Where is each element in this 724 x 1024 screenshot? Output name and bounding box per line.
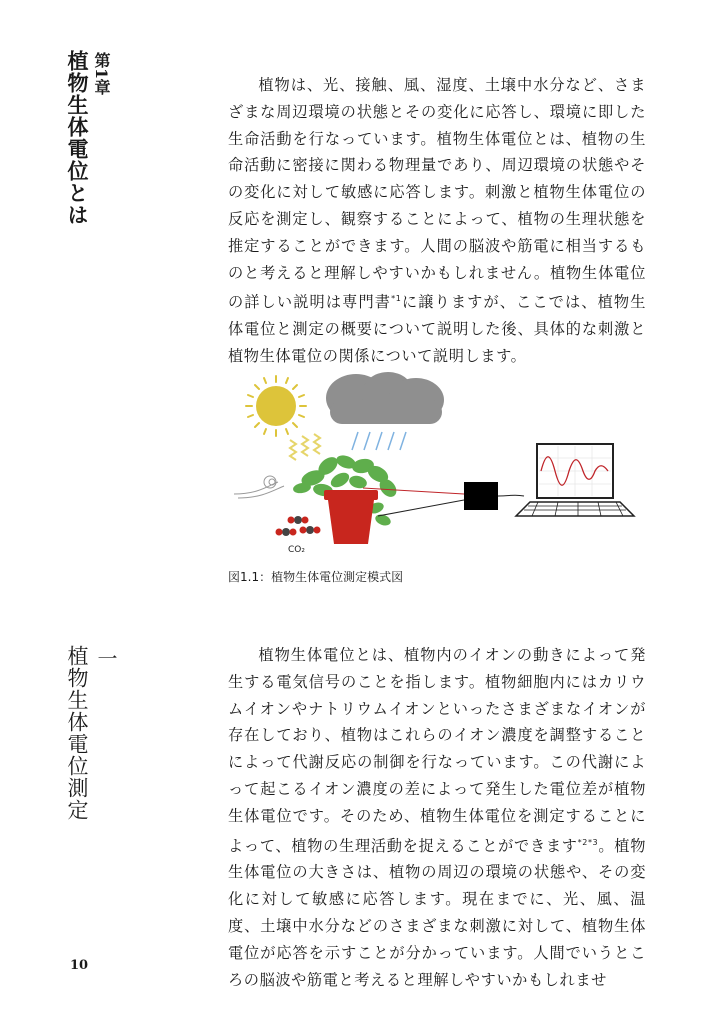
footnote-ref-2-3: *2*3 bbox=[577, 837, 599, 847]
intro-text: 植物は、光、接触、風、湿度、土壌中水分など、さまざまな周辺環境の状態とその変化に応答し、環境に即した生命活動を行なっています。植物生体電位とは、植物の生命活動に密接に関わる物理量であり、周辺環境の状態やその変化に対して敏感に応答します。刺激と植物生体電位の反応を測定し、観察することによって、植物の生理状態を推定することができます。人間の脳波や筋電に相当するものと考えると理解しやすいかもしれません。植物生体電位の詳しい説明は専門書 bbox=[228, 76, 646, 312]
chapter-label: 第1章 bbox=[92, 52, 111, 96]
section-text: 植物生体電位とは、植物内のイオンの動きによって発生する電気信号のことを指します。植物細胞内にはカリウムイオンやナトリウムイオンといったさまざまなイオンが存在しており、植物はこれらのイオン濃度を調整することによって代謝反応の制御を行なっています。この代謝によって起こるイオン濃度の差によって発生した電位差が植物生体電位です。そのため、植物生体電位を測定することによって、植物の生理活動を捉えることができます bbox=[228, 646, 646, 855]
rain-icon bbox=[352, 432, 406, 450]
laptop-icon bbox=[516, 444, 634, 516]
intro-paragraph bbox=[228, 72, 646, 370]
wind-icon bbox=[234, 476, 284, 498]
diagram-svg bbox=[228, 370, 648, 560]
measurement-diagram bbox=[228, 370, 648, 560]
page-number: 10 bbox=[70, 958, 89, 973]
laptop-cable bbox=[498, 495, 524, 496]
electrode-wire-black bbox=[378, 500, 464, 516]
chapter-title: 植物生体電位とは bbox=[65, 50, 90, 226]
electrode-wire-red bbox=[363, 488, 464, 494]
amplifier-box bbox=[464, 482, 498, 510]
co2-molecules-icon bbox=[276, 516, 321, 536]
co2-label: CO₂ bbox=[288, 545, 305, 555]
intro-text-continued: に譲りますが、ここでは、植物生体電位と測定の概要について説明した後、具体的な刺激と植物生体電位の関係について説明します。 bbox=[228, 293, 647, 366]
sun-icon bbox=[246, 376, 306, 436]
light-wave-icon bbox=[290, 434, 320, 460]
section-number: 一 bbox=[94, 648, 118, 668]
section-title: 植物生体電位測定 bbox=[65, 645, 89, 821]
section-paragraph bbox=[228, 642, 646, 993]
figure-caption: 図1.1：植物生体電位測定模式図 bbox=[228, 570, 404, 584]
cloud-icon bbox=[326, 372, 444, 424]
section-text-continued: 。植物生体電位の大きさは、植物の周辺の環境の状態や、その変化に対して敏感に応答します。現在までに、光、風、温度、土壌中水分などのさまざまな刺激に対して、植物生体電位が応答を示すことが分かっています。人間でいうところの脳波や筋電と考えると理解しやすいかもしれませ bbox=[228, 836, 646, 989]
footnote-ref-1: *1 bbox=[391, 294, 402, 304]
flower-pot-icon bbox=[324, 490, 378, 544]
